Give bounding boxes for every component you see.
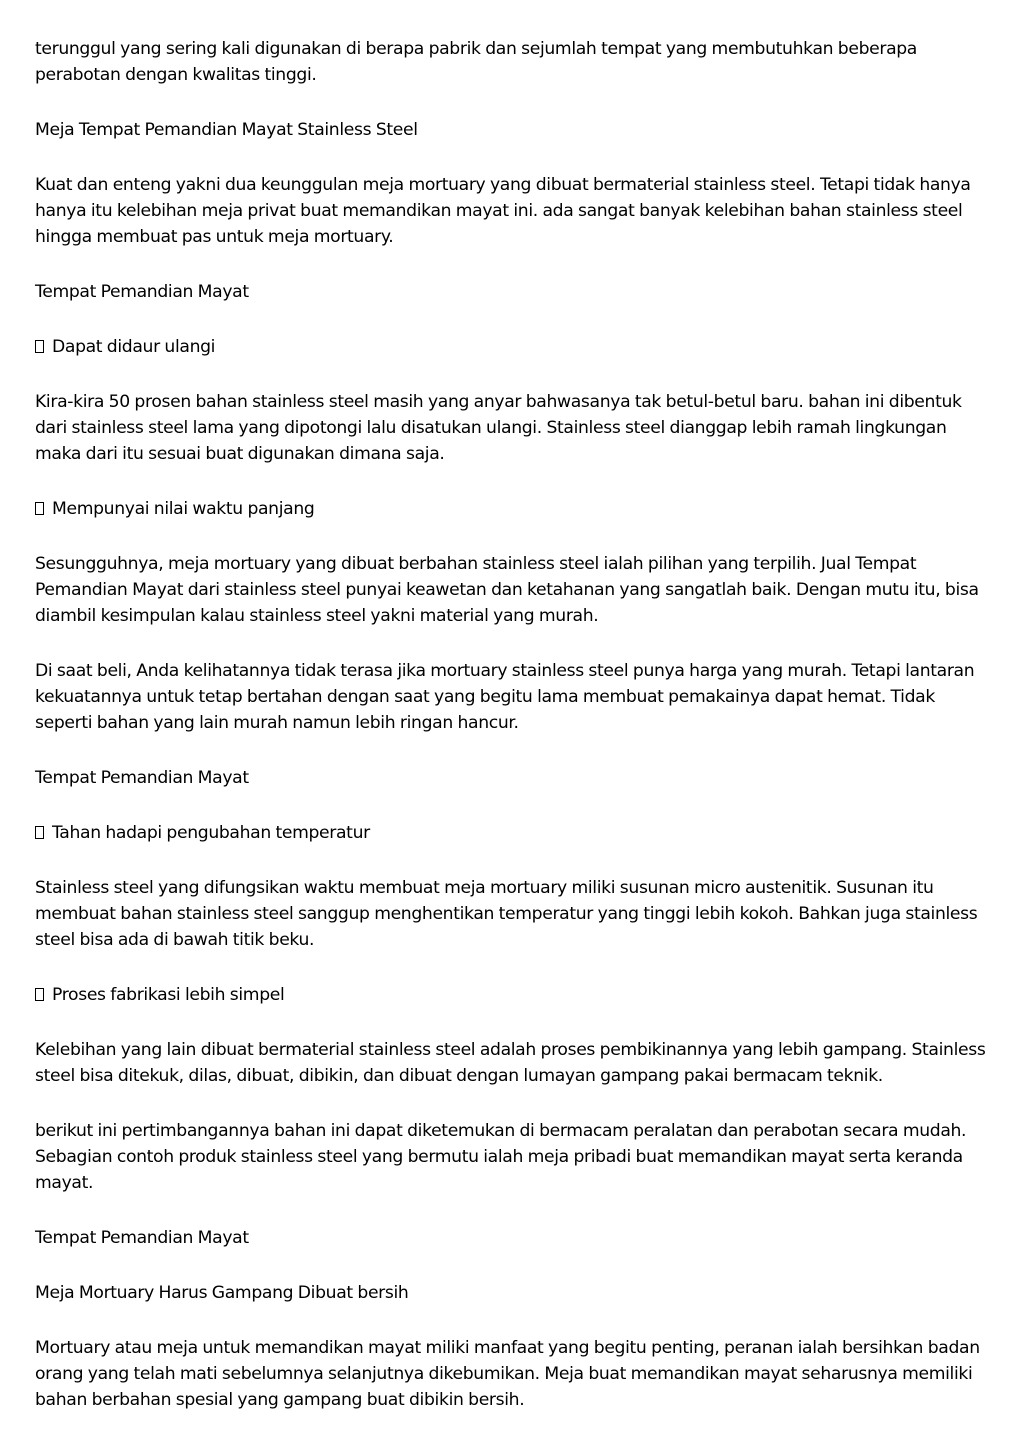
- bullet-item: [35, 334, 995, 360]
- paragraph: Kira-kira 50 prosen bahan stainless steel masih yang anyar bahwasanya tak betul-betul baru. bahan ini dibentuk dari stainless steel lama yang dipotongi lalu disatukan ulangi. Stainless steel dianggap lebih ramah lingkungan maka dari itu sesuai buat digunakan dimana saja.: [35, 392, 962, 464]
- bullet-text: Proses fabrikasi lebih simpel: [52, 985, 285, 1005]
- paragraph: Mortuary atau meja untuk memandikan mayat miliki manfaat yang begitu penting, peranan ialah bersihkan badan orang yang telah mati sebelumnya selanjutnya dikebumikan. Meja buat memandikan mayat seharusnya memiliki bahan berbahan spesial yang gampang buat dibikin bersih.: [35, 1338, 980, 1410]
- missing-glyph-box-icon: [35, 502, 44, 515]
- bullet-text: Dapat didaur ulangi: [52, 337, 216, 357]
- bullet-text: Tahan hadapi pengubahan temperatur: [52, 823, 370, 843]
- paragraph: Kuat dan enteng yakni dua keunggulan meja mortuary yang dibuat bermaterial stainless steel. Tetapi tidak hanya hanya itu kelebihan meja privat buat memandikan mayat ini. ada sangat banyak kelebihan bahan stainless steel hingga membuat pas untuk meja mortuary.: [35, 175, 971, 247]
- bullet-item: [35, 820, 995, 846]
- paragraph: Stainless steel yang difungsikan waktu membuat meja mortuary miliki susunan micro austenitik. Susunan itu membuat bahan stainless steel sanggup menghentikan temperatur yang tinggi lebih kokoh. Bahkan juga stainless steel bisa ada di bawah titik beku.: [35, 878, 978, 950]
- paragraph: berikut ini pertimbangannya bahan ini dapat diketemukan di bermacam peralatan dan perabotan secara mudah. Sebagian contoh produk stainless steel yang bermutu ialah meja pribadi buat memandikan mayat serta keranda mayat.: [35, 1121, 967, 1193]
- document-page: [35, 36, 995, 1442]
- section-heading: Meja Mortuary Harus Gampang Dibuat bersih: [35, 1283, 409, 1303]
- section-heading: Tempat Pemandian Mayat: [35, 768, 249, 788]
- bullet-item: [35, 982, 995, 1008]
- paragraph: Sesungguhnya, meja mortuary yang dibuat berbahan stainless steel ialah pilihan yang terpilih. Jual Tempat Pemandian Mayat dari stainless steel punyai keawetan dan ketahanan yang sangatlah baik. Dengan mutu itu, bisa diambil kesimpulan kalau stainless steel yakni material yang murah.: [35, 554, 979, 626]
- section-heading: Tempat Pemandian Mayat: [35, 282, 249, 302]
- missing-glyph-box-icon: [35, 988, 44, 1001]
- bullet-text: Mempunyai nilai waktu panjang: [52, 499, 315, 519]
- missing-glyph-box-icon: [35, 340, 44, 353]
- section-heading: Tempat Pemandian Mayat: [35, 1228, 249, 1248]
- paragraph: terunggul yang sering kali digunakan di berapa pabrik dan sejumlah tempat yang membutuhkan beberapa perabotan dengan kwalitas tinggi.: [35, 39, 917, 85]
- missing-glyph-box-icon: [35, 826, 44, 839]
- bullet-item: [35, 496, 995, 522]
- paragraph: Kelebihan yang lain dibuat bermaterial stainless steel adalah proses pembikinannya yang lebih gampang. Stainless steel bisa ditekuk, dilas, dibuat, dibikin, dan dibuat dengan lumayan gampang pakai bermacam teknik.: [35, 1040, 986, 1086]
- paragraph: Di saat beli, Anda kelihatannya tidak terasa jika mortuary stainless steel punya harga yang murah. Tetapi lantaran kekuatannya untuk tetap bertahan dengan saat yang begitu lama membuat pemakainya dapat hemat. Tidak seperti bahan yang lain murah namun lebih ringan hancur.: [35, 661, 975, 733]
- section-heading: Meja Tempat Pemandian Mayat Stainless Steel: [35, 120, 418, 140]
